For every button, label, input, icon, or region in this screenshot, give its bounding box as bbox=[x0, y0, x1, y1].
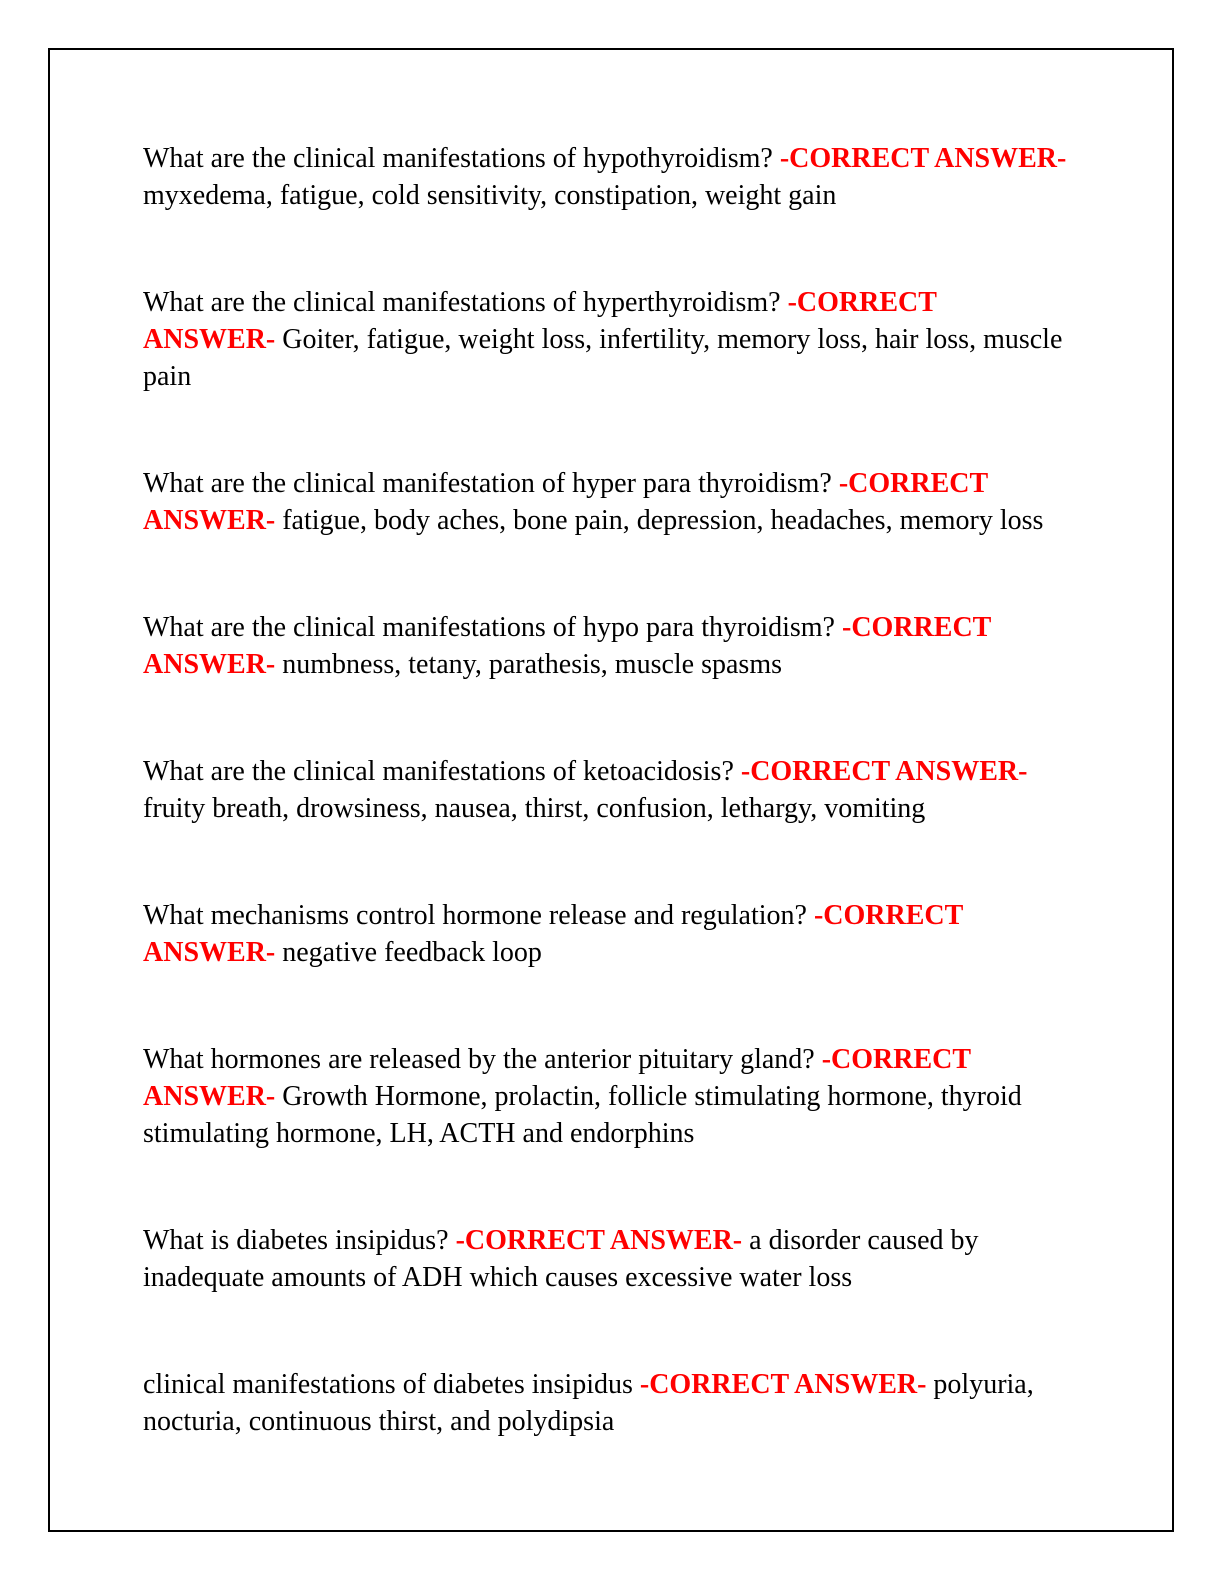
answer-text: polyuria, nocturia, continuous thirst, and polydipsia bbox=[143, 1369, 1034, 1437]
qa-item bbox=[143, 284, 1068, 395]
question-text: What are the clinical manifestation of hyper para thyroidism? bbox=[143, 468, 832, 499]
qa-item bbox=[143, 609, 1068, 683]
answer-text: a disorder caused by inadequate amounts of ADH which causes excessive water loss bbox=[143, 1225, 979, 1293]
qa-item bbox=[143, 753, 1068, 827]
correct-answer-marker: -CORRECT ANSWER- bbox=[143, 612, 991, 680]
answer-text: Goiter, fatigue, weight loss, infertility, memory loss, hair loss, muscle pain bbox=[143, 324, 1063, 392]
correct-answer-marker: -CORRECT ANSWER- bbox=[779, 143, 1067, 174]
question-text: What mechanisms control hormone release and regulation? bbox=[143, 900, 807, 931]
correct-answer-marker: -CORRECT ANSWER- bbox=[740, 756, 1028, 787]
question-text: What are the clinical manifestations of hypo para thyroidism? bbox=[143, 612, 835, 643]
qa-item bbox=[143, 465, 1068, 539]
correct-answer-marker: -CORRECT ANSWER- bbox=[639, 1369, 927, 1400]
answer-text: fatigue, body aches, bone pain, depression, headaches, memory loss bbox=[282, 505, 1044, 536]
correct-answer-marker: -CORRECT ANSWER- bbox=[455, 1225, 743, 1256]
correct-answer-marker: -CORRECT ANSWER- bbox=[143, 287, 937, 355]
answer-text: myxedema, fatigue, cold sensitivity, constipation, weight gain bbox=[143, 180, 837, 211]
qa-item bbox=[143, 897, 1068, 971]
question-text: What is diabetes insipidus? bbox=[143, 1225, 449, 1256]
qa-list bbox=[143, 140, 1068, 1510]
qa-item bbox=[143, 1041, 1068, 1152]
question-text: What are the clinical manifestations of hypothyroidism? bbox=[143, 143, 773, 174]
question-text: What are the clinical manifestations of ketoacidosis? bbox=[143, 756, 734, 787]
correct-answer-marker: -CORRECT ANSWER- bbox=[143, 468, 988, 536]
question-text: What are the clinical manifestations of hyperthyroidism? bbox=[143, 287, 781, 318]
correct-answer-marker: -CORRECT ANSWER- bbox=[143, 900, 963, 968]
qa-item bbox=[143, 140, 1068, 214]
qa-item bbox=[143, 1366, 1068, 1440]
correct-answer-marker: -CORRECT ANSWER- bbox=[143, 1044, 971, 1112]
question-text: clinical manifestations of diabetes insipidus bbox=[143, 1369, 633, 1400]
qa-item bbox=[143, 1222, 1068, 1296]
question-text: What hormones are released by the anterior pituitary gland? bbox=[143, 1044, 815, 1075]
answer-text: Growth Hormone, prolactin, follicle stimulating hormone, thyroid stimulating hormone, LH, ACTH and endorphins bbox=[143, 1081, 1022, 1149]
answer-text: numbness, tetany, parathesis, muscle spasms bbox=[282, 649, 782, 680]
answer-text: fruity breath, drowsiness, nausea, thirst, confusion, lethargy, vomiting bbox=[143, 793, 926, 824]
answer-text: negative feedback loop bbox=[282, 937, 542, 968]
